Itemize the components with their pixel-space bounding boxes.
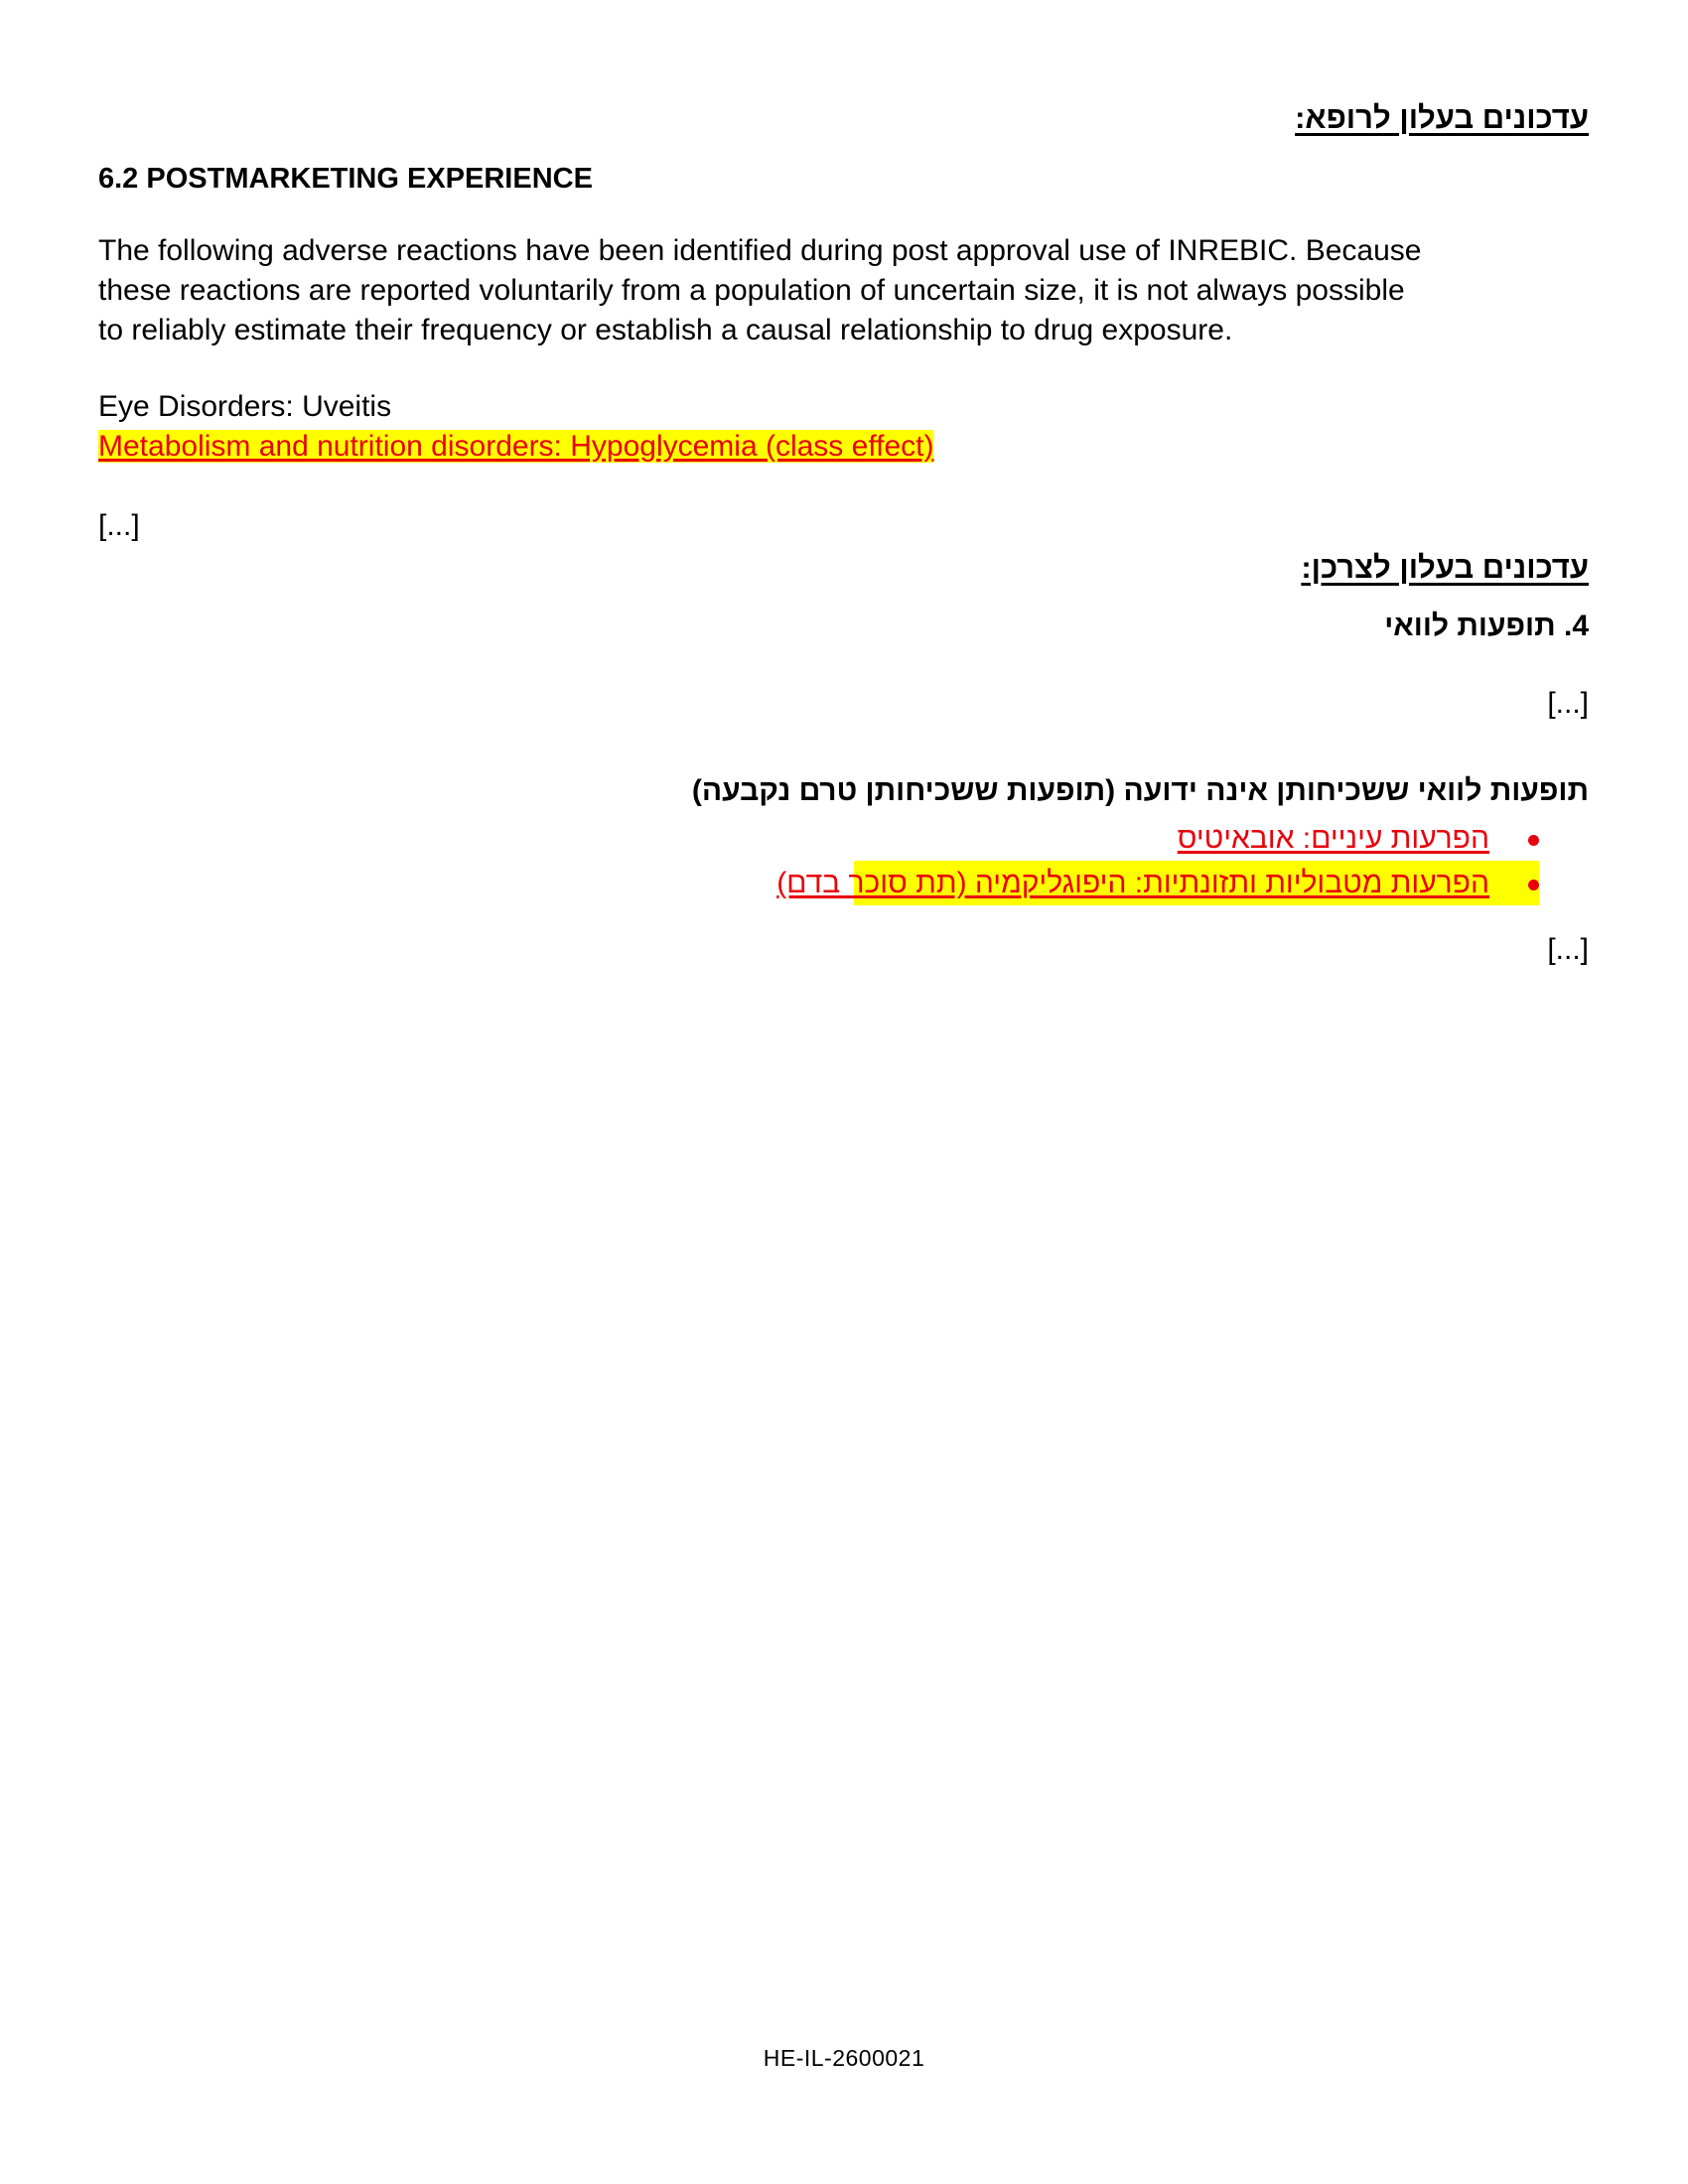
doctor-leaflet-heading: עדכונים בעלון לרופא: [1295,100,1589,135]
metabolism-added-text: Metabolism and nutrition disorders: Hypoglycemia (class effect) [98,430,934,463]
unknown-frequency-title: תופעות לוואי ששכיחותן אינה ידועה (תופעות ששכיחותן טרם נקבעה) [691,774,1589,807]
bullet-dot [1528,880,1539,890]
paragraph-line: The following adverse reactions have been identified during post approval use of INREBIC. Because [98,234,1422,267]
consumer-ellipsis-top: [...] [1547,687,1589,720]
bullet-dot [1528,835,1539,846]
paragraph-line: to reliably estimate their frequency or establish a causal relationship to drug exposure. [98,314,1233,346]
metabolism-line [98,430,933,464]
consumer-leaflet-heading: עדכונים בעלון לצרכן: [1301,550,1589,585]
consumer-ellipsis-bottom: [...] [1547,933,1589,966]
eye-disorders-line: Eye Disorders: Uveitis [98,390,392,423]
side-effects-subheading: 4. תופעות לוואי [1384,610,1589,642]
postmarketing-paragraph [98,231,1422,350]
bullet-text: הפרעות מטבוליות ותזונתיות: היפוגליקמיה (תת סוכר בדם) [776,867,1489,899]
document-code: HE-IL-2600021 [763,2045,925,2071]
list-item [904,816,1539,861]
paragraph-line: these reactions are reported voluntarily from a population of uncertain size, it is not always possible [98,274,1405,307]
bullet-text: הפרעות עיניים: אובאיטיס [1177,822,1489,855]
side-effects-list [776,816,1589,905]
list-item [776,861,1539,905]
doctor-ellipsis: [...] [98,509,140,542]
section-title: 6.2 POSTMARKETING EXPERIENCE [98,163,593,195]
